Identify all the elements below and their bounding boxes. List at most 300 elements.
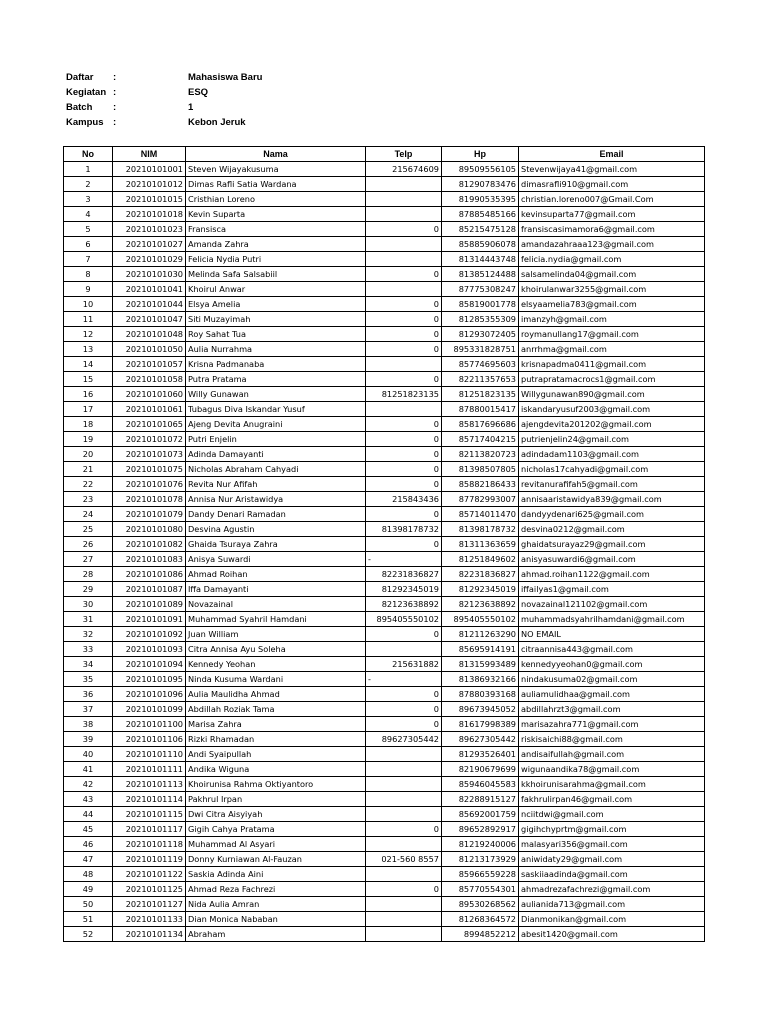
cell-hp: 85817696686: [442, 417, 519, 432]
cell-nama: Cristhian Loreno: [186, 192, 366, 207]
table-row: [64, 657, 705, 672]
cell-hp: 85215475128: [442, 222, 519, 237]
table-row: [64, 582, 705, 597]
meta-colon: :: [113, 87, 117, 98]
table-row: [64, 537, 705, 552]
cell-email: nicholas17cahyadi@gmail.com: [519, 462, 705, 477]
cell-email: riskisaichi88@gmail.com: [519, 732, 705, 747]
cell-nim: 20210101113: [113, 777, 186, 792]
cell-no: 33: [64, 642, 113, 657]
cell-nim: 20210101058: [113, 372, 186, 387]
table-row: [64, 672, 705, 687]
cell-telp: [366, 747, 442, 762]
cell-email: annisaaristawidya839@gmail.com: [519, 492, 705, 507]
cell-nama: Dandy Denari Ramadan: [186, 507, 366, 522]
cell-email: aniwidaty29@gmail.com: [519, 852, 705, 867]
cell-nim: 20210101012: [113, 177, 186, 192]
cell-hp: 895405550102: [442, 612, 519, 627]
cell-telp: [366, 192, 442, 207]
cell-nim: 20210101089: [113, 597, 186, 612]
table-row: [64, 177, 705, 192]
cell-no: 16: [64, 387, 113, 402]
cell-nama: Anisya Suwardi: [186, 552, 366, 567]
cell-hp: 81219240006: [442, 837, 519, 852]
cell-nama: Ajeng Devita Anugraini: [186, 417, 366, 432]
cell-no: 49: [64, 882, 113, 897]
cell-telp: [366, 252, 442, 267]
cell-nama: Khoirul Anwar: [186, 282, 366, 297]
cell-email: christian.loreno007@Gmail.Com: [519, 192, 705, 207]
cell-no: 26: [64, 537, 113, 552]
cell-hp: 81617998389: [442, 717, 519, 732]
cell-nama: Andika Wiguna: [186, 762, 366, 777]
cell-hp: 85770554301: [442, 882, 519, 897]
cell-no: 12: [64, 327, 113, 342]
cell-nama: Melinda Safa Salsabiil: [186, 267, 366, 282]
cell-nim: 20210101087: [113, 582, 186, 597]
cell-no: 28: [64, 567, 113, 582]
cell-hp: 87885485166: [442, 207, 519, 222]
meta-value: ESQ: [188, 87, 209, 98]
cell-nim: 20210101076: [113, 477, 186, 492]
cell-telp: 215843436: [366, 492, 442, 507]
table-row: [64, 642, 705, 657]
header-telp: Telp: [366, 147, 442, 162]
cell-nim: 20210101106: [113, 732, 186, 747]
meta-label: Kampus: [66, 117, 104, 128]
cell-hp: 81268364572: [442, 912, 519, 927]
cell-nama: Kevin Suparta: [186, 207, 366, 222]
cell-telp: [366, 867, 442, 882]
cell-telp: 0: [366, 342, 442, 357]
cell-nama: Fransisca: [186, 222, 366, 237]
cell-email: felicia.nydia@gmail.com: [519, 252, 705, 267]
cell-email: elsyaamelia783@gmail.com: [519, 297, 705, 312]
cell-nim: 20210101060: [113, 387, 186, 402]
cell-hp: 85885906078: [442, 237, 519, 252]
cell-email: iffailyas1@gmail.com: [519, 582, 705, 597]
cell-nama: Ahmad Roihan: [186, 567, 366, 582]
table-row: [64, 927, 705, 942]
table-row: [64, 717, 705, 732]
cell-hp: 8994852212: [442, 927, 519, 942]
cell-telp: [366, 402, 442, 417]
table-row: [64, 207, 705, 222]
cell-telp: 0: [366, 327, 442, 342]
cell-nama: Saskia Adinda Aini: [186, 867, 366, 882]
cell-nim: 20210101073: [113, 447, 186, 462]
cell-nim: 20210101095: [113, 672, 186, 687]
meta-colon: :: [113, 72, 117, 83]
cell-telp: [366, 282, 442, 297]
cell-nama: Felicia Nydia Putri: [186, 252, 366, 267]
cell-nama: Abdillah Roziak Tama: [186, 702, 366, 717]
cell-telp: 0: [366, 372, 442, 387]
cell-nim: 20210101119: [113, 852, 186, 867]
cell-hp: 85882186433: [442, 477, 519, 492]
table-row: [64, 357, 705, 372]
cell-no: 5: [64, 222, 113, 237]
cell-hp: 85692001759: [442, 807, 519, 822]
cell-hp: 81386932166: [442, 672, 519, 687]
cell-telp: [366, 792, 442, 807]
cell-hp: 82113820723: [442, 447, 519, 462]
cell-nama: Putra Pratama: [186, 372, 366, 387]
cell-hp: 89673945052: [442, 702, 519, 717]
table-row: [64, 897, 705, 912]
cell-email: fransiscasimamora6@gmail.com: [519, 222, 705, 237]
cell-nim: 20210101096: [113, 687, 186, 702]
cell-email: kennedyyeohan0@gmail.com: [519, 657, 705, 672]
cell-nim: 20210101029: [113, 252, 186, 267]
table-row: [64, 447, 705, 462]
cell-nama: Steven Wijayakusuma: [186, 162, 366, 177]
meta-row-kampus: [66, 115, 366, 130]
cell-nim: 20210101023: [113, 222, 186, 237]
cell-email: roymanullang17@gmail.com: [519, 327, 705, 342]
cell-email: aulianida713@gmail.com: [519, 897, 705, 912]
cell-no: 44: [64, 807, 113, 822]
table-row: [64, 597, 705, 612]
cell-email: malasyari356@gmail.com: [519, 837, 705, 852]
cell-telp: [366, 912, 442, 927]
cell-hp: 81311363659: [442, 537, 519, 552]
table-row: [64, 867, 705, 882]
cell-telp: 021-560 8557: [366, 852, 442, 867]
cell-no: 4: [64, 207, 113, 222]
cell-telp: 81292345019: [366, 582, 442, 597]
table-row: [64, 762, 705, 777]
cell-hp: 82190679699: [442, 762, 519, 777]
cell-email: desvina0212@gmail.com: [519, 522, 705, 537]
cell-hp: 81251823135: [442, 387, 519, 402]
cell-nim: 20210101075: [113, 462, 186, 477]
cell-telp: -: [366, 552, 442, 567]
cell-email: ahmad.roihan1122@gmail.com: [519, 567, 705, 582]
cell-hp: 85774695603: [442, 357, 519, 372]
header-nama: Nama: [186, 147, 366, 162]
table-row: [64, 837, 705, 852]
cell-email: auliamulidhaa@gmail.com: [519, 687, 705, 702]
cell-email: Stevenwijaya41@gmail.com: [519, 162, 705, 177]
cell-no: 15: [64, 372, 113, 387]
cell-nama: Ninda Kusuma Wardani: [186, 672, 366, 687]
table-row: [64, 792, 705, 807]
cell-email: imanzyh@gmail.com: [519, 312, 705, 327]
cell-nim: 20210101134: [113, 927, 186, 942]
cell-hp: 81293526401: [442, 747, 519, 762]
meta-colon: :: [113, 117, 117, 128]
cell-hp: 81293072405: [442, 327, 519, 342]
cell-nama: Dian Monica Nababan: [186, 912, 366, 927]
cell-nama: Roy Sahat Tua: [186, 327, 366, 342]
cell-hp: 81314443748: [442, 252, 519, 267]
cell-email: putrienjelin24@gmail.com: [519, 432, 705, 447]
cell-hp: 81292345019: [442, 582, 519, 597]
table-row: [64, 162, 705, 177]
cell-telp: [366, 762, 442, 777]
cell-hp: 89627305442: [442, 732, 519, 747]
table-header-row: [64, 147, 705, 162]
cell-telp: 82231836827: [366, 567, 442, 582]
cell-no: 42: [64, 777, 113, 792]
cell-no: 37: [64, 702, 113, 717]
cell-telp: 0: [366, 267, 442, 282]
header-hp: Hp: [442, 147, 519, 162]
meta-value: Kebon Jeruk: [188, 117, 246, 128]
cell-telp: [366, 357, 442, 372]
cell-nama: Siti Muzayimah: [186, 312, 366, 327]
cell-no: 1: [64, 162, 113, 177]
cell-nim: 20210101118: [113, 837, 186, 852]
cell-telp: [366, 777, 442, 792]
meta-label: Batch: [66, 102, 93, 113]
cell-nim: 20210101001: [113, 162, 186, 177]
cell-nim: 20210101080: [113, 522, 186, 537]
table-row: [64, 822, 705, 837]
cell-email: abdillahrzt3@gmail.com: [519, 702, 705, 717]
cell-nim: 20210101091: [113, 612, 186, 627]
cell-nim: 20210101079: [113, 507, 186, 522]
cell-no: 36: [64, 687, 113, 702]
table-row: [64, 627, 705, 642]
cell-email: ghaidatsurayaz29@gmail.com: [519, 537, 705, 552]
cell-email: anrrhma@gmail.com: [519, 342, 705, 357]
cell-nim: 20210101027: [113, 237, 186, 252]
cell-nim: 20210101133: [113, 912, 186, 927]
table-row: [64, 852, 705, 867]
cell-no: 38: [64, 717, 113, 732]
cell-telp: 0: [366, 462, 442, 477]
cell-nama: Ahmad Reza Fachrezi: [186, 882, 366, 897]
cell-nim: 20210101078: [113, 492, 186, 507]
cell-telp: 895405550102: [366, 612, 442, 627]
cell-nim: 20210101125: [113, 882, 186, 897]
cell-nama: Khoirunisa Rahma Oktiyantoro: [186, 777, 366, 792]
cell-hp: 81213173929: [442, 852, 519, 867]
cell-email: adindadam1103@gmail.com: [519, 447, 705, 462]
cell-nama: Citra Annisa Ayu Soleha: [186, 642, 366, 657]
cell-nim: 20210101110: [113, 747, 186, 762]
table-row: [64, 567, 705, 582]
cell-email: Willygunawan890@gmail.com: [519, 387, 705, 402]
cell-no: 25: [64, 522, 113, 537]
cell-hp: 85695914191: [442, 642, 519, 657]
table-row: [64, 882, 705, 897]
cell-telp: 0: [366, 717, 442, 732]
cell-nama: Amanda Zahra: [186, 237, 366, 252]
cell-no: 40: [64, 747, 113, 762]
cell-no: 13: [64, 342, 113, 357]
cell-telp: [366, 927, 442, 942]
cell-hp: 81211263290: [442, 627, 519, 642]
cell-hp: 89530268562: [442, 897, 519, 912]
cell-nama: Novazainal: [186, 597, 366, 612]
cell-nama: Elsya Amelia: [186, 297, 366, 312]
cell-nim: 20210101086: [113, 567, 186, 582]
student-roster-table: [63, 146, 705, 942]
cell-telp: 0: [366, 537, 442, 552]
cell-hp: 87782993007: [442, 492, 519, 507]
cell-telp: 0: [366, 687, 442, 702]
cell-no: 10: [64, 297, 113, 312]
cell-nim: 20210101047: [113, 312, 186, 327]
cell-telp: [366, 642, 442, 657]
cell-hp: 87775308247: [442, 282, 519, 297]
cell-nim: 20210101100: [113, 717, 186, 732]
table-row: [64, 282, 705, 297]
cell-email: NO EMAIL: [519, 627, 705, 642]
table-row: [64, 387, 705, 402]
table-row: [64, 492, 705, 507]
table-row: [64, 342, 705, 357]
cell-no: 9: [64, 282, 113, 297]
cell-email: citraannisa443@gmail.com: [519, 642, 705, 657]
cell-hp: 85714011470: [442, 507, 519, 522]
cell-telp: 215674609: [366, 162, 442, 177]
cell-nama: Juan William: [186, 627, 366, 642]
table-row: [64, 807, 705, 822]
header-email: Email: [519, 147, 705, 162]
cell-nama: Aulia Nurrahma: [186, 342, 366, 357]
cell-nama: Nicholas Abraham Cahyadi: [186, 462, 366, 477]
cell-email: ajengdevita201202@gmail.com: [519, 417, 705, 432]
cell-nama: Ghaida Tsuraya Zahra: [186, 537, 366, 552]
cell-telp: [366, 207, 442, 222]
cell-no: 21: [64, 462, 113, 477]
cell-hp: 81290783476: [442, 177, 519, 192]
table-row: [64, 312, 705, 327]
cell-nama: Donny Kurniawan Al-Fauzan: [186, 852, 366, 867]
cell-telp: 0: [366, 222, 442, 237]
cell-no: 43: [64, 792, 113, 807]
table-row: [64, 237, 705, 252]
cell-telp: 0: [366, 477, 442, 492]
cell-no: 6: [64, 237, 113, 252]
cell-nama: Andi Syaipullah: [186, 747, 366, 762]
cell-email: dandyydenari625@gmail.com: [519, 507, 705, 522]
cell-hp: 82231836827: [442, 567, 519, 582]
cell-nim: 20210101041: [113, 282, 186, 297]
cell-nim: 20210101082: [113, 537, 186, 552]
cell-no: 8: [64, 267, 113, 282]
table-row: [64, 327, 705, 342]
cell-email: saskiiaadinda@gmail.com: [519, 867, 705, 882]
meta-colon: :: [113, 102, 117, 113]
cell-no: 35: [64, 672, 113, 687]
cell-no: 29: [64, 582, 113, 597]
table-row: [64, 702, 705, 717]
cell-nim: 20210101127: [113, 897, 186, 912]
cell-email: salsamelinda04@gmail.com: [519, 267, 705, 282]
cell-telp: 0: [366, 507, 442, 522]
cell-nim: 20210101093: [113, 642, 186, 657]
cell-nim: 20210101117: [113, 822, 186, 837]
cell-no: 48: [64, 867, 113, 882]
cell-telp: 0: [366, 882, 442, 897]
table-row: [64, 432, 705, 447]
cell-email: iskandaryusuf2003@gmail.com: [519, 402, 705, 417]
cell-email: revitanurafifah5@gmail.com: [519, 477, 705, 492]
table-row: [64, 372, 705, 387]
cell-email: krisnapadma0411@gmail.com: [519, 357, 705, 372]
cell-email: andisaifullah@gmail.com: [519, 747, 705, 762]
cell-nim: 20210101061: [113, 402, 186, 417]
cell-nim: 20210101048: [113, 327, 186, 342]
table-row: [64, 522, 705, 537]
cell-nim: 20210101111: [113, 762, 186, 777]
cell-telp: 0: [366, 432, 442, 447]
cell-email: nciitdwi@gmail.com: [519, 807, 705, 822]
cell-nama: Putri Enjelin: [186, 432, 366, 447]
cell-no: 2: [64, 177, 113, 192]
table-row: [64, 192, 705, 207]
cell-hp: 81990535395: [442, 192, 519, 207]
table-row: [64, 507, 705, 522]
cell-nim: 20210101044: [113, 297, 186, 312]
cell-nama: Muhammad Al Asyari: [186, 837, 366, 852]
meta-row-daftar: [66, 70, 366, 85]
table-row: [64, 747, 705, 762]
table-row: [64, 612, 705, 627]
cell-telp: 81398178732: [366, 522, 442, 537]
cell-telp: [366, 807, 442, 822]
cell-email: khoirulanwar3255@gmail.com: [519, 282, 705, 297]
cell-nama: Rizki Rhamadan: [186, 732, 366, 747]
cell-hp: 85966559228: [442, 867, 519, 882]
cell-no: 11: [64, 312, 113, 327]
cell-nim: 20210101099: [113, 702, 186, 717]
cell-no: 20: [64, 447, 113, 462]
table-row: [64, 732, 705, 747]
cell-no: 31: [64, 612, 113, 627]
cell-hp: 82288915127: [442, 792, 519, 807]
cell-email: kkhoirunisarahma@gmail.com: [519, 777, 705, 792]
cell-nim: 20210101015: [113, 192, 186, 207]
meta-row-kegiatan: [66, 85, 366, 100]
cell-nim: 20210101050: [113, 342, 186, 357]
table-row: [64, 552, 705, 567]
cell-no: 39: [64, 732, 113, 747]
table-row: [64, 462, 705, 477]
cell-no: 27: [64, 552, 113, 567]
cell-no: 24: [64, 507, 113, 522]
cell-telp: [366, 237, 442, 252]
cell-email: Dianmonikan@gmail.com: [519, 912, 705, 927]
header-nim: NIM: [113, 147, 186, 162]
cell-email: fakhrulirpan46@gmail.com: [519, 792, 705, 807]
cell-email: abesit1420@gmail.com: [519, 927, 705, 942]
cell-telp: 0: [366, 702, 442, 717]
cell-telp: 0: [366, 312, 442, 327]
cell-nama: Aulia Maulidha Ahmad: [186, 687, 366, 702]
cell-telp: 0: [366, 627, 442, 642]
cell-no: 17: [64, 402, 113, 417]
cell-hp: 82211357653: [442, 372, 519, 387]
table-row: [64, 267, 705, 282]
cell-hp: 895331828751: [442, 342, 519, 357]
cell-hp: 81285355309: [442, 312, 519, 327]
cell-telp: 0: [366, 417, 442, 432]
cell-nama: Adinda Damayanti: [186, 447, 366, 462]
table-row: [64, 252, 705, 267]
cell-telp: [366, 837, 442, 852]
cell-nim: 20210101122: [113, 867, 186, 882]
cell-nama: Annisa Nur Aristawidya: [186, 492, 366, 507]
cell-nama: Dimas Rafli Satia Wardana: [186, 177, 366, 192]
cell-hp: 89652892917: [442, 822, 519, 837]
cell-nama: Dwi Citra Aisyiyah: [186, 807, 366, 822]
